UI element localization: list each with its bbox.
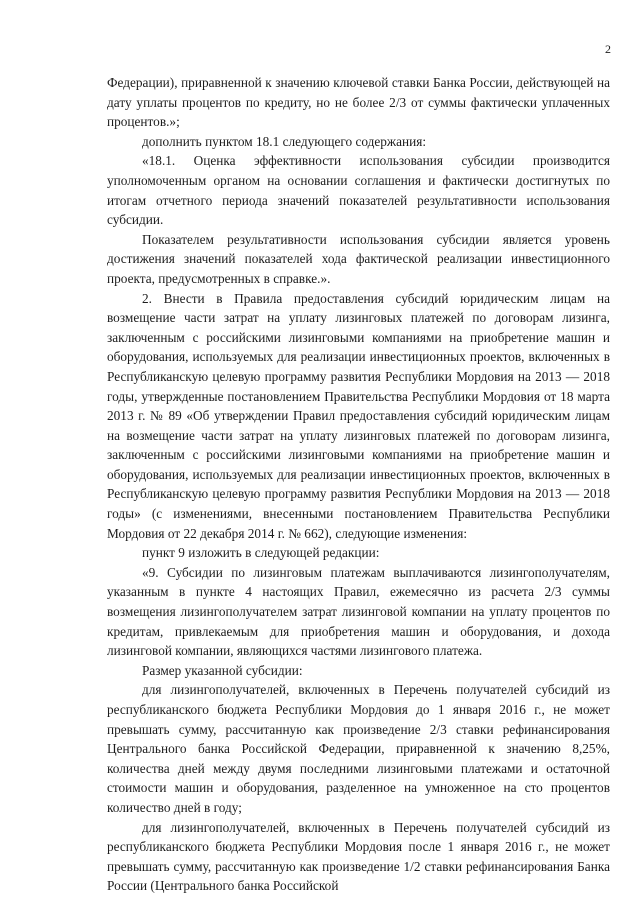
paragraph-amendment-intro: дополнить пунктом 18.1 следующего содержания: <box>142 133 427 149</box>
page-number: 2 <box>605 42 611 56</box>
paragraph-point-9-intro: пункт 9 изложить в следующей редакции: <box>142 545 380 561</box>
paragraph-point-9: «9. Субсидии по лизинговым платежам выплачиваются лизингополучателям, указанным в пункте 4 настоящих Правил, ежемесячно из расчета 2/3 суммы возмещения лизингополучателем затрат лизинговой компании на уплату процентов по кредитам, привлекаемым для приобретения машин и оборудования, и дохода лизинговой компании, являющихся частями лизингового платежа. <box>107 564 610 659</box>
paragraph-continuation: Федерации), приравненной к значению ключевой ставки Банка России, действующей на дату уплаты процентов по кредиту, но не более 2/3 от суммы фактически уплаченных процентов.»; <box>107 75 610 130</box>
paragraph-subsidy-size: Размер указанной субсидии: <box>142 662 303 678</box>
paragraph-section-2: 2. Внести в Правила предоставления субсидий юридическим лицам на возмещение части затрат на уплату лизинговых платежей по договорам лизинга, заключенным с российскими лизинговыми компаниями на приобретение машин и оборудования, используемых для реализации инвестиционных проектов, включенных в Республиканскую целевую программу развития Республики Мордовия на 2013 — 2018 годы, утвержденные постановлением Правительства Республики Мордовия от 18 марта 2013 г. № 89 «Об утверждении Правил предоставления субсидий юридическим лицам на возмещение части затрат на уплату лизинговых платежей по договорам лизинга, заключенным с российскими лизинговыми компаниями на приобретение машин и оборудования, используемых для реализации инвестиционных проектов, включенных в Республиканскую целевую программу развития Республики Мордовия на 2013 — 2018 годы» (с изменениями, внесенными постановлением Правительства Республики Мордовия от 22 декабря 2014 г. № 662), следующие изменения: <box>107 290 610 541</box>
paragraph-before-2016: для лизингополучателей, включенных в Перечень получателей субсидий из республиканского бюджета Республики Мордовия до 1 января 2016 г., не может превышать сумму, рассчитанную как произведение 2/3 ставки рефинансирования Центрального банка Российской Федерации, приравненной к значению 8,25%, количества дней между двумя последними лизинговыми платежами и остаточной стоимости машин и оборудования, разделенное на умноженное на сто процентов количество дней в году; <box>107 682 610 815</box>
paragraph-point-18-1: «18.1. Оценка эффективности использования субсидии производится уполномоченным органом на основании соглашения и фактически достигнутых по итогам отчетного периода значений показателей результативности использования субсидии. <box>107 153 610 228</box>
body-text <box>107 73 610 896</box>
paragraph-after-2016: для лизингополучателей, включенных в Перечень получателей субсидий из республиканского бюджета Республики Мордовия после 1 января 2016 г., не может превышать сумму, рассчитанную как произведение 1/2 ставки рефинансирования Банка России (Центрального банка Российской <box>107 819 610 894</box>
paragraph-effectiveness-indicator: Показателем результативности использования субсидии является уровень достижения значений показателей хода фактической реализации инвестиционного проекта, предусмотренных в справке.». <box>107 231 610 286</box>
